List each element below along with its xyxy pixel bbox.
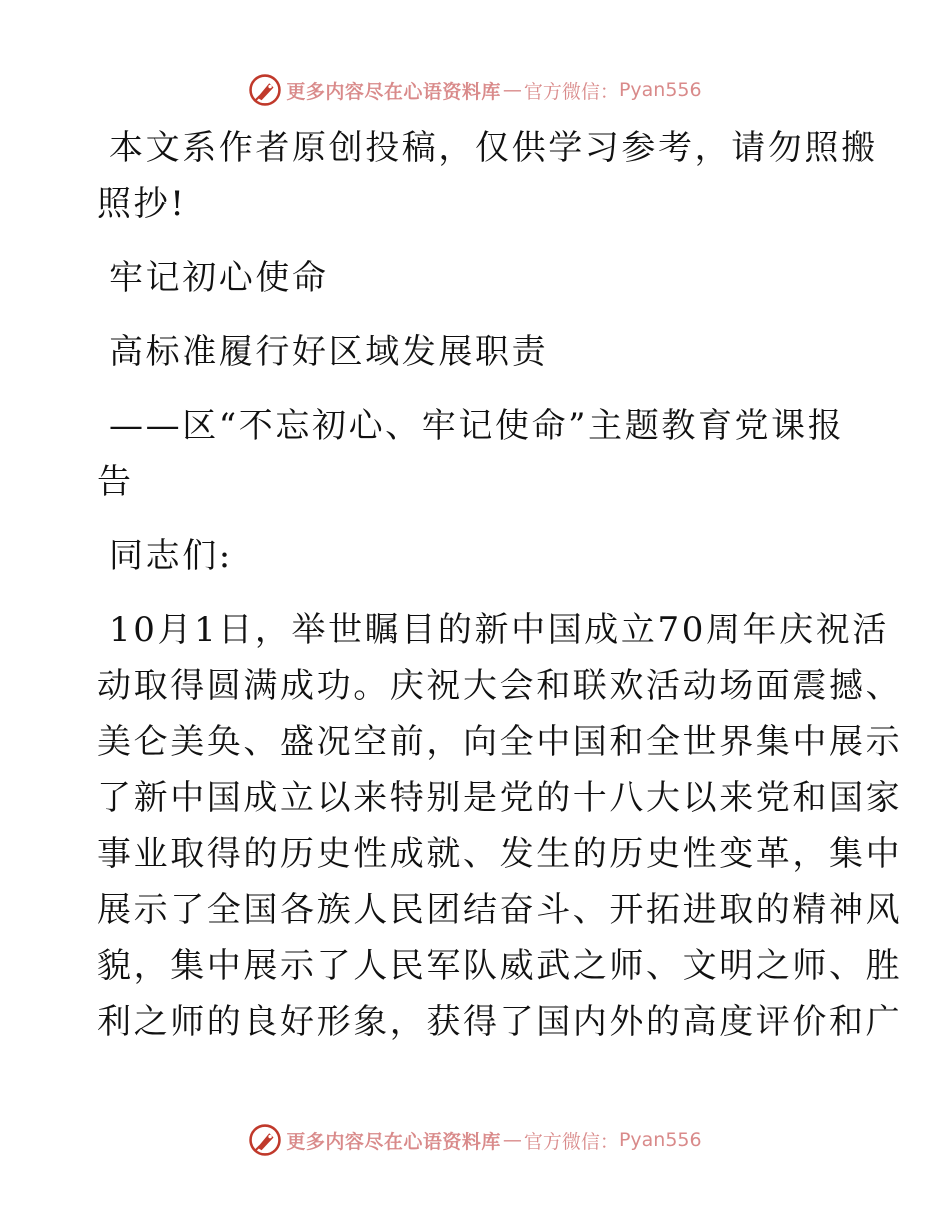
header-banner: [0, 70, 950, 110]
body-line: 事业取得的历史性成就、发生的历史性变革，集中: [97, 834, 903, 874]
banner-wechat-label: 官方微信：: [523, 1130, 619, 1153]
banner-dash: —: [502, 1129, 522, 1151]
body-line: 动取得圆满成功。庆祝大会和联欢活动场面震撼、: [97, 666, 903, 706]
title-line-1: [97, 250, 857, 306]
banner-wechat-id: Pyan556: [618, 79, 702, 101]
title-line-2: [97, 324, 857, 380]
body-line: 展示了全国各族人民团结奋斗、开拓进取的精神风: [97, 890, 903, 930]
banner-dash: —: [502, 79, 522, 101]
footer-banner: [0, 1120, 950, 1160]
document-title: 牢记初心使命: [109, 258, 329, 298]
subtitle-paragraph: [97, 398, 857, 510]
notice-line-1: 本文系作者原创投稿，仅供学习参考，请勿照搬: [109, 128, 878, 168]
body-line: 貌，集中展示了人民军队威武之师、文明之师、胜: [97, 946, 903, 986]
greeting-paragraph: [97, 528, 857, 584]
notice-paragraph: [97, 120, 878, 232]
document-body: [97, 120, 903, 1068]
greeting: 同志们:: [109, 536, 233, 576]
body-paragraph: [97, 602, 903, 1050]
body-line: 美仑美奂、盛况空前，向全中国和全世界集中展示: [97, 722, 903, 762]
subtitle-line-2: 告: [97, 462, 134, 502]
pen-nib-logo-icon: [248, 73, 282, 107]
document-title-second: 高标准履行好区域发展职责: [109, 332, 549, 372]
body-line: 10月1日，举世瞩目的新中国成立70周年庆祝活: [109, 610, 889, 650]
notice-line-2: 照抄!: [97, 184, 187, 224]
pen-nib-logo-icon: [248, 1123, 282, 1157]
banner-brand-text: 更多内容尽在心语资料库: [286, 80, 501, 103]
body-line: 利之师的良好形象，获得了国内外的高度评价和广: [97, 1002, 903, 1042]
subtitle-line-1: ——区“不忘初心、牢记使命”主题教育党课报: [109, 406, 845, 446]
body-line: 了新中国成立以来特别是党的十八大以来党和国家: [97, 778, 903, 818]
banner-brand-text: 更多内容尽在心语资料库: [286, 1130, 501, 1153]
banner-wechat-id: Pyan556: [618, 1129, 702, 1151]
banner-wechat-label: 官方微信：: [523, 80, 619, 103]
